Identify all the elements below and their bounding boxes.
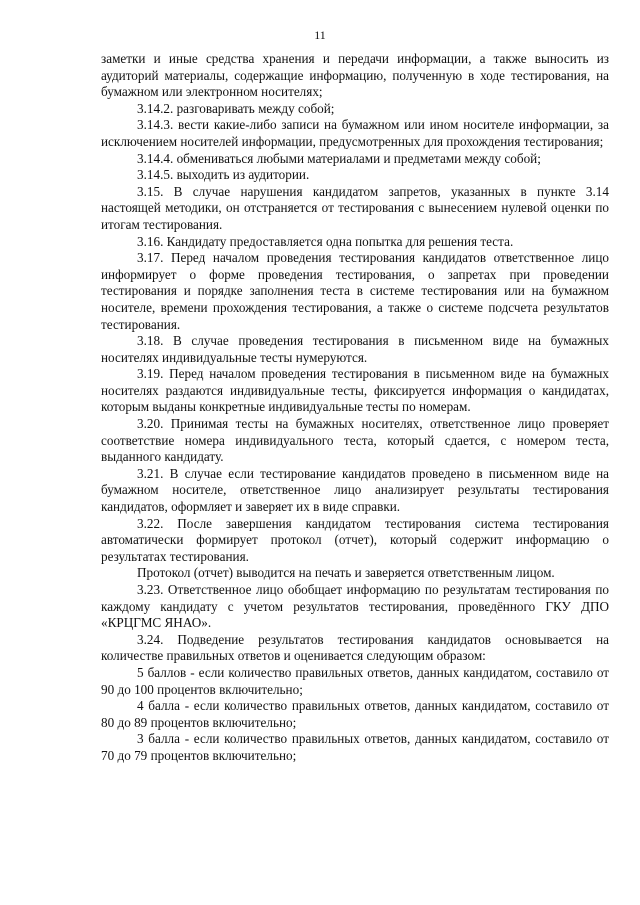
paragraph: 3.21. В случае если тестирование кандидатов проведено в письменном виде на бумажном носителе, ответственное лицо анализирует результаты тестирования кандидатов, оформляет и заверяет их в виде справки. [101,465,609,515]
paragraph: 3.15. В случае нарушения кандидатом запретов, указанных в пункте 3.14 настоящей методики, он отстраняется от тестирования с вынесением нулевой оценки по итогам тестирования. [101,183,609,232]
document-body [101,51,609,765]
paragraph: 3.23. Ответственное лицо обобщает информацию по результатам тестирования по каждому кандидату с учетом результатов тестирования, проведённого ГКУ ДПО «КРЦГМС ЯНАО». [101,582,609,631]
paragraph: 3.19. Перед началом проведения тестирования в письменном виде на бумажных носителях раздаются индивидуальные тесты, фиксируется информация о кандидатах, которым выданы конкретные индивидуальные тесты по номерам. [101,366,609,415]
paragraph: 3.16. Кандидату предоставляется одна попытка для решения теста. [137,233,514,249]
paragraph: 3 балла - если количество правильных ответов, данных кандидатом, составило от 70 до 79 процентов включительно; [101,731,609,763]
paragraph: 3.14.2. разговаривать между собой; [137,100,335,116]
paragraph: 3.18. В случае проведения тестирования в письменном виде на бумажных носителях индивидуальные тесты нумеруются. [101,333,609,365]
paragraph: заметки и иные средства хранения и передачи информации, а также выносить из аудиторий материалы, содержащие информацию, полученную в ходе тестирования, на бумажном или электронном носителях; [101,51,609,100]
paragraph: 5 баллов - если количество правильных ответов, данных кандидатом, составило от 90 до 100 процентов включительно; [101,664,609,697]
paragraph: 3.14.5. выходить из аудитории. [137,167,310,183]
page-number: 11 [314,28,326,42]
paragraph: 3.22. После завершения кандидатом тестирования система тестирования автоматически формирует протокол (отчет), который содержит информацию о результатах тестирования. [101,515,609,564]
paragraph: 3.20. Принимая тесты на бумажных носителях, ответственное лицо проверяет соответствие номера индивидуального теста, который сдается, с номером теста, выданного кандидату. [101,416,609,465]
paragraph: 3.14.4. обмениваться любыми материалами и предметами между собой; [137,150,541,166]
paragraph: 3.14.3. вести какие-либо записи на бумажном или ином носителе информации, за исключением носителей информации, предусмотренных для прохождения тестирования; [101,117,609,149]
paragraph: Протокол (отчет) выводится на печать и заверяется ответственным лицом. [137,565,555,581]
paragraph: 3.17. Перед началом проведения тестирования кандидатов ответственное лицо информирует о форме проведения тестирования, о запретах при проведении тестирования и порядке заполнения теста в системе тестирования или на бумажном носителе, времени прохождения тестирования, а также о системе подсчета результатов тестирования. [101,250,609,332]
paragraph: 3.24. Подведение результатов тестирования кандидатов основывается на количестве правильных ответов и оценивается следующим образом: [101,631,609,664]
paragraph: 4 балла - если количество правильных ответов, данных кандидатом, составило от 80 до 89 процентов включительно; [101,698,609,730]
